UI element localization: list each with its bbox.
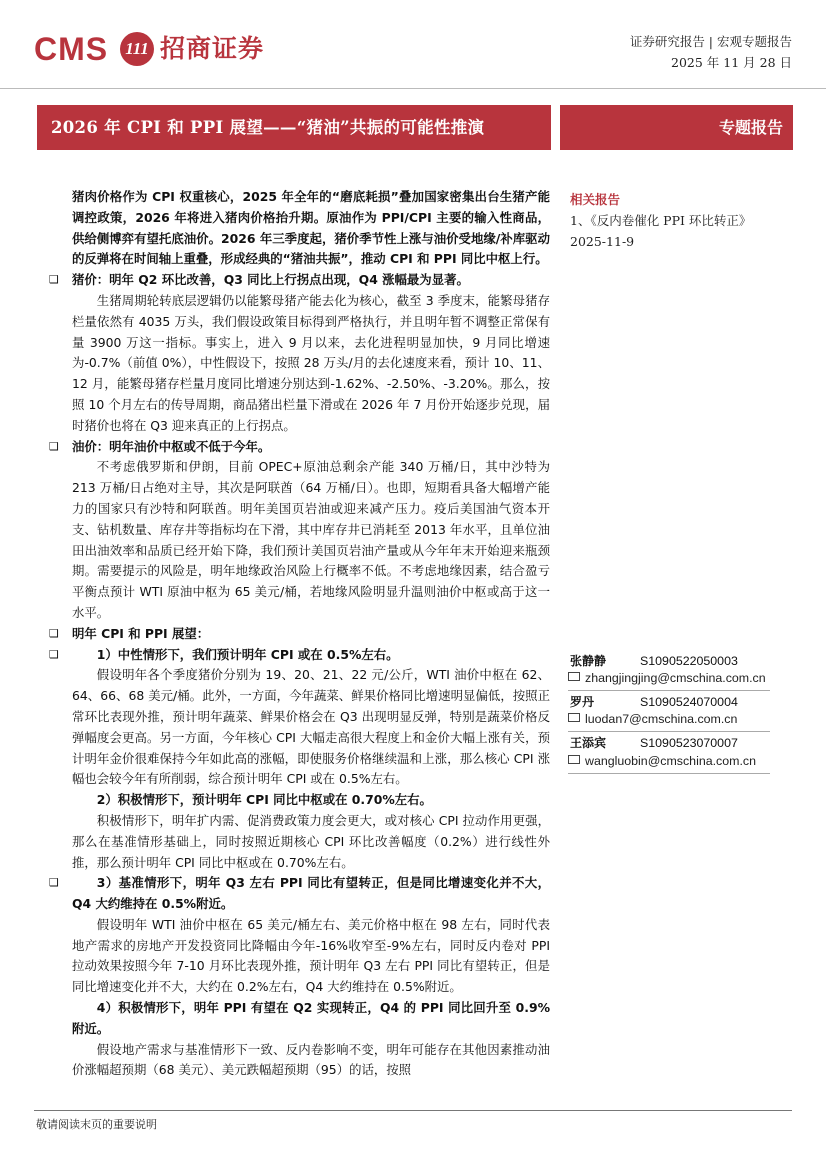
report-date: 2025 年 11 月 28 日 [671,55,792,70]
scenario-2-paragraph: 积极情形下，明年扩内需、促消费政策力度会更大，或对核心 CPI 拉动作用更强，那么在基准情形基础上，同时按照近期核心 CPI 环比改善幅度（0.2%）进行线性外推，那么预计明年 CPI 同比中枢或在 0.70%左右。 [72,812,550,870]
analyst-name: 张静静 [570,654,607,668]
related-report-link[interactable]: 1、《反内卷催化 PPI 环比转正》2025-11-9 [570,213,752,249]
intro-paragraph: 猪肉价格作为 CPI 权重核心，2025 年全年的“磨底耗损”叠加国家密集出台生猪产能调控政策，2026 年将进入猪肉价格抬升期。原油作为 PPI/CPI 主要的输入性商品，供给侧博弈有望托底油价。2026 年三季度起，猪价季节性上涨与油价受地缘/补库驱动的反弹将在时间轴上重叠，形成经典的“猪油共振”，推动 CPI 和 PPI 同比中枢上行。 [72,189,550,267]
tag-bar [560,105,793,150]
report-title: 2026 年 CPI 和 PPI 展望——“猪油”共振的可能性推演 [51,118,485,137]
logo-chinese-name: 招商证券 [160,34,265,63]
analyst-name: 王添宾 [570,736,607,750]
oil-paragraph: 不考虑俄罗斯和伊朗，目前 OPEC+原油总剩余产能 340 万桶/日，其中沙特为 213 万桶/日占绝对主导，其次是阿联酋（64 万桶/日）。也即，短期看具备大幅增产能力的国家只有沙特和阿联酋。明年美国页岩油或迎来减产压力。疫后美国油气资本开支、钻机数量、库存井等指标均在下滑，其中库存井已消耗至 2013 年水平，且单位油田出油效率和品质已经开始下降，我们预计美国页岩油产量或从今年年末开始迎来瓶颈期。需要提示的风险是，明年地缘政治风险上行概率不低。不考虑地缘因素，结合盈亏平衡点预计 WTI 原油中枢为 65 美元/桶，若地缘风险明显升温则油价中枢或高于这一水平。 [72,459,550,620]
pork-heading: ❑ 猪价：明年 Q2 环比改善，Q3 同比上行拐点出现，Q4 涨幅最为显著。 [72,270,550,291]
mail-icon [568,713,580,722]
mail-icon [568,755,580,764]
scenario-4-heading: 4）积极情形下，明年 PPI 有望在 Q2 实现转正，Q4 的 PPI 同比回升至 0.9%附近。 [72,1000,550,1036]
analyst-2 [570,693,738,710]
analyst-3 [570,734,738,751]
analyst-1 [570,652,738,669]
checkbox-bullet-icon: ❑ [49,626,59,640]
analyst-3-email[interactable]: wangluobin@cmschina.com.cn [568,754,756,768]
checkbox-bullet-icon: ❑ [49,439,59,453]
title-bar [37,105,551,150]
checkbox-bullet-icon: ❑ [49,647,59,661]
scenario-3-heading: ❑ 3）基准情形下，明年 Q3 左右 PPI 同比有望转正，但是同比增速变化并不大，Q4 大约维持在 0.5%附近。 [49,875,550,912]
pork-paragraph: 生猪周期轮转底层逻辑仍以能繁母猪产能去化为核心，截至 3 季度末，能繁母猪存栏量依然有 4035 万头，我们假设政策目标得到严格执行，并且明年暂不调整正常保有量 3900 万这一指标。事实上，进入 9 月以来，去化进程明显加快，9 月同比增速为-0.7%（前值 0%），中性假设下，按照 28 万头/月的去化速度来看，预计 10、11、12 月，能繁母猪存栏量月度同比增速分别达到-1.62%、-2.50%、-3.20%。那么，按照 10 个月左右的传导周期，商品猪出栏量下滑或在 2026 年 7 月份开始逐步兑现，届时猪价也将在 Q3 迎来真正的上行拐点。 [72,292,550,433]
scenario-1-paragraph: 假设明年各个季度猪价分别为 19、20、21、22 元/公斤，WTI 油价中枢在 62、64、66、68 美元/桶。此外，一方面，今年蔬菜、鲜果价格同比增速明显偏低，按照正常环比表现外推，预计明年蔬菜、鲜果价格会在 Q3 出现明显反弹，特别是蔬菜价格反弹幅度会更高。另一方面，今年核心 CPI 大幅走高很大程度上和金价大幅上涨有关，预计明年金价很难保持今年如此高的涨幅，即使服务价格继续温和上涨，那么核心 CPI 涨幅也会较今年有所削弱，综合预计明年 CPI 或在 0.5%左右。 [72,667,550,787]
analyst-1-email[interactable]: zhangjingjing@cmschina.com.cn [568,671,766,685]
logo-badge-icon: 111 [120,32,154,66]
company-logo [34,30,296,68]
checkbox-bullet-icon: ❑ [49,273,59,287]
analyst-2-email[interactable]: luodan7@cmschina.com.cn [568,712,737,726]
footer-note: 敬请阅读末页的重要说明 [36,1118,157,1131]
outlook-heading: ❑ 明年 CPI 和 PPI 展望： [72,624,550,645]
scenario-3-paragraph: 假设明年 WTI 油价中枢在 65 美元/桶左右、美元价格中枢在 98 左右，同时代表地产需求的房地产开发投资同比降幅由今年-16%收窄至-9%左右，同时反内卷对 PPI 拉动效果按照今年 7-10 月环比表现外推，预计明年 Q3 左右 PPI 同比有望转正，但是同比增速变化并不大，大约在 0.2%左右，Q4 大约维持在 0.5%附近。 [72,916,550,995]
analyst-name: 罗丹 [570,695,595,709]
analyst-divider [568,773,770,774]
footer-divider [34,1110,792,1111]
analyst-cert-id: S1090523070007 [640,736,738,750]
analyst-divider [568,731,770,732]
report-type: 证券研究报告 | 宏观专题报告 [629,34,792,49]
report-tag: 专题报告 [718,118,783,137]
analyst-cert-id: S1090522050003 [640,654,738,668]
scenario-4-paragraph: 假设地产需求与基准情形下一致、反内卷影响不变，明年可能存在其他因素推动油价涨幅超预期（68 美元）、美元跌幅超预期（95）的话，按照 [72,1041,550,1078]
scenario-1-heading: ❑ 1）中性情形下，我们预计明年 CPI 或在 0.5%左右。 [72,645,550,666]
mail-icon [568,672,580,681]
main-body [49,187,550,1081]
checkbox-bullet-icon: ❑ [49,876,59,890]
logo-text: CMS [34,31,109,67]
scenario-2-heading: 2）积极情形下，预计明年 CPI 同比中枢或在 0.70%左右。 [96,792,432,808]
analyst-divider [568,690,770,691]
analyst-cert-id: S1090524070004 [640,695,738,709]
oil-heading: ❑ 油价：明年油价中枢或不低于今年。 [72,437,550,458]
header-divider [0,88,826,89]
related-reports-title: 相关报告 [570,192,621,207]
